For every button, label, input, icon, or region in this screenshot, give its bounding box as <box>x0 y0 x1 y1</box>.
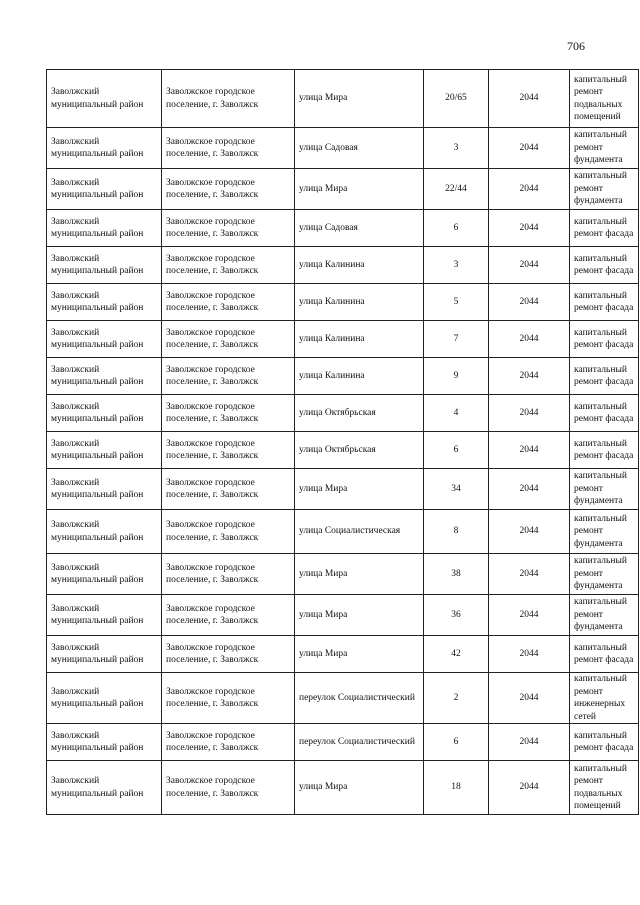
year-cell: 2044 <box>489 636 570 673</box>
page-number: 706 <box>567 39 585 53</box>
street-cell: улица Мира <box>295 469 424 510</box>
work-type-cell: капитальный ремонт фасада <box>570 247 639 284</box>
settlement-cell: Заволжское городское поселение, г. Заволжск <box>162 595 295 636</box>
table-row <box>47 70 639 128</box>
work-type-cell: капитальный ремонт фундамента <box>570 469 639 510</box>
settlement-cell: Заволжское городское поселение, г. Заволжск <box>162 724 295 761</box>
settlement-cell: Заволжское городское поселение, г. Заволжск <box>162 321 295 358</box>
street-cell: улица Калинина <box>295 321 424 358</box>
district-cell: Заволжский муниципальный район <box>47 469 162 510</box>
street-cell: улица Калинина <box>295 358 424 395</box>
work-type-cell: капитальный ремонт подвальных помещений <box>570 761 639 815</box>
district-cell: Заволжский муниципальный район <box>47 673 162 724</box>
work-type-cell: капитальный ремонт фасада <box>570 636 639 673</box>
year-cell: 2044 <box>489 469 570 510</box>
street-cell: улица Мира <box>295 169 424 210</box>
year-cell: 2044 <box>489 395 570 432</box>
work-type-cell: капитальный ремонт фундамента <box>570 595 639 636</box>
settlement-cell: Заволжское городское поселение, г. Заволжск <box>162 554 295 595</box>
table-row <box>47 210 639 247</box>
house-number-cell: 18 <box>424 761 489 815</box>
settlement-cell: Заволжское городское поселение, г. Заволжск <box>162 469 295 510</box>
house-number-cell: 36 <box>424 595 489 636</box>
settlement-cell: Заволжское городское поселение, г. Заволжск <box>162 358 295 395</box>
house-number-cell: 2 <box>424 673 489 724</box>
table-row <box>47 554 639 595</box>
work-type-cell: капитальный ремонт фасада <box>570 395 639 432</box>
work-type-cell: капитальный ремонт фундамента <box>570 169 639 210</box>
table-row <box>47 321 639 358</box>
year-cell: 2044 <box>489 358 570 395</box>
street-cell: улица Мира <box>295 636 424 673</box>
district-cell: Заволжский муниципальный район <box>47 70 162 128</box>
settlement-cell: Заволжское городское поселение, г. Заволжск <box>162 70 295 128</box>
district-cell: Заволжский муниципальный район <box>47 210 162 247</box>
house-number-cell: 8 <box>424 510 489 554</box>
street-cell: переулок Социалистический <box>295 673 424 724</box>
table-row <box>47 395 639 432</box>
settlement-cell: Заволжское городское поселение, г. Заволжск <box>162 169 295 210</box>
district-cell: Заволжский муниципальный район <box>47 724 162 761</box>
district-cell: Заволжский муниципальный район <box>47 321 162 358</box>
year-cell: 2044 <box>489 432 570 469</box>
table-row <box>47 169 639 210</box>
year-cell: 2044 <box>489 761 570 815</box>
street-cell: улица Октябрьская <box>295 395 424 432</box>
house-number-cell: 34 <box>424 469 489 510</box>
house-number-cell: 5 <box>424 284 489 321</box>
house-number-cell: 38 <box>424 554 489 595</box>
district-cell: Заволжский муниципальный район <box>47 554 162 595</box>
year-cell: 2044 <box>489 554 570 595</box>
street-cell: улица Садовая <box>295 128 424 169</box>
district-cell: Заволжский муниципальный район <box>47 761 162 815</box>
work-type-cell: капитальный ремонт фасада <box>570 724 639 761</box>
settlement-cell: Заволжское городское поселение, г. Заволжск <box>162 247 295 284</box>
table-row <box>47 128 639 169</box>
work-type-cell: капитальный ремонт фасада <box>570 321 639 358</box>
work-type-cell: капитальный ремонт инженерных сетей <box>570 673 639 724</box>
work-type-cell: капитальный ремонт фундамента <box>570 554 639 595</box>
table-row <box>47 284 639 321</box>
street-cell: улица Октябрьская <box>295 432 424 469</box>
settlement-cell: Заволжское городское поселение, г. Заволжск <box>162 210 295 247</box>
work-type-cell: капитальный ремонт фасада <box>570 284 639 321</box>
year-cell: 2044 <box>489 247 570 284</box>
settlement-cell: Заволжское городское поселение, г. Заволжск <box>162 761 295 815</box>
street-cell: улица Калинина <box>295 247 424 284</box>
district-cell: Заволжский муниципальный район <box>47 432 162 469</box>
district-cell: Заволжский муниципальный район <box>47 636 162 673</box>
settlement-cell: Заволжское городское поселение, г. Заволжск <box>162 510 295 554</box>
work-type-cell: капитальный ремонт подвальных помещений <box>570 70 639 128</box>
street-cell: улица Мира <box>295 595 424 636</box>
year-cell: 2044 <box>489 321 570 358</box>
work-type-cell: капитальный ремонт фундамента <box>570 510 639 554</box>
table-row <box>47 358 639 395</box>
district-cell: Заволжский муниципальный район <box>47 284 162 321</box>
work-type-cell: капитальный ремонт фасада <box>570 358 639 395</box>
year-cell: 2044 <box>489 284 570 321</box>
house-number-cell: 3 <box>424 128 489 169</box>
table-row <box>47 724 639 761</box>
work-type-cell: капитальный ремонт фундамента <box>570 128 639 169</box>
house-number-cell: 20/65 <box>424 70 489 128</box>
table-row <box>47 510 639 554</box>
year-cell: 2044 <box>489 169 570 210</box>
district-cell: Заволжский муниципальный район <box>47 247 162 284</box>
settlement-cell: Заволжское городское поселение, г. Заволжск <box>162 395 295 432</box>
settlement-cell: Заволжское городское поселение, г. Заволжск <box>162 636 295 673</box>
district-cell: Заволжский муниципальный район <box>47 358 162 395</box>
street-cell: переулок Социалистический <box>295 724 424 761</box>
table-row <box>47 636 639 673</box>
year-cell: 2044 <box>489 724 570 761</box>
house-number-cell: 4 <box>424 395 489 432</box>
table-row <box>47 595 639 636</box>
table-body <box>47 70 639 815</box>
house-number-cell: 42 <box>424 636 489 673</box>
street-cell: улица Садовая <box>295 210 424 247</box>
street-cell: улица Мира <box>295 761 424 815</box>
work-type-cell: капитальный ремонт фасада <box>570 432 639 469</box>
district-cell: Заволжский муниципальный район <box>47 510 162 554</box>
settlement-cell: Заволжское городское поселение, г. Заволжск <box>162 284 295 321</box>
house-number-cell: 7 <box>424 321 489 358</box>
table-row <box>47 247 639 284</box>
district-cell: Заволжский муниципальный район <box>47 395 162 432</box>
house-number-cell: 6 <box>424 432 489 469</box>
house-number-cell: 3 <box>424 247 489 284</box>
repair-schedule-table <box>46 69 639 815</box>
settlement-cell: Заволжское городское поселение, г. Заволжск <box>162 432 295 469</box>
street-cell: улица Мира <box>295 70 424 128</box>
street-cell: улица Калинина <box>295 284 424 321</box>
table-row <box>47 761 639 815</box>
house-number-cell: 6 <box>424 210 489 247</box>
house-number-cell: 22/44 <box>424 169 489 210</box>
settlement-cell: Заволжское городское поселение, г. Заволжск <box>162 128 295 169</box>
settlement-cell: Заволжское городское поселение, г. Заволжск <box>162 673 295 724</box>
year-cell: 2044 <box>489 510 570 554</box>
district-cell: Заволжский муниципальный район <box>47 128 162 169</box>
street-cell: улица Мира <box>295 554 424 595</box>
work-type-cell: капитальный ремонт фасада <box>570 210 639 247</box>
year-cell: 2044 <box>489 210 570 247</box>
house-number-cell: 6 <box>424 724 489 761</box>
table-row <box>47 469 639 510</box>
year-cell: 2044 <box>489 70 570 128</box>
year-cell: 2044 <box>489 128 570 169</box>
year-cell: 2044 <box>489 595 570 636</box>
table-row <box>47 432 639 469</box>
year-cell: 2044 <box>489 673 570 724</box>
district-cell: Заволжский муниципальный район <box>47 595 162 636</box>
street-cell: улица Социалистическая <box>295 510 424 554</box>
house-number-cell: 9 <box>424 358 489 395</box>
district-cell: Заволжский муниципальный район <box>47 169 162 210</box>
table-row <box>47 673 639 724</box>
